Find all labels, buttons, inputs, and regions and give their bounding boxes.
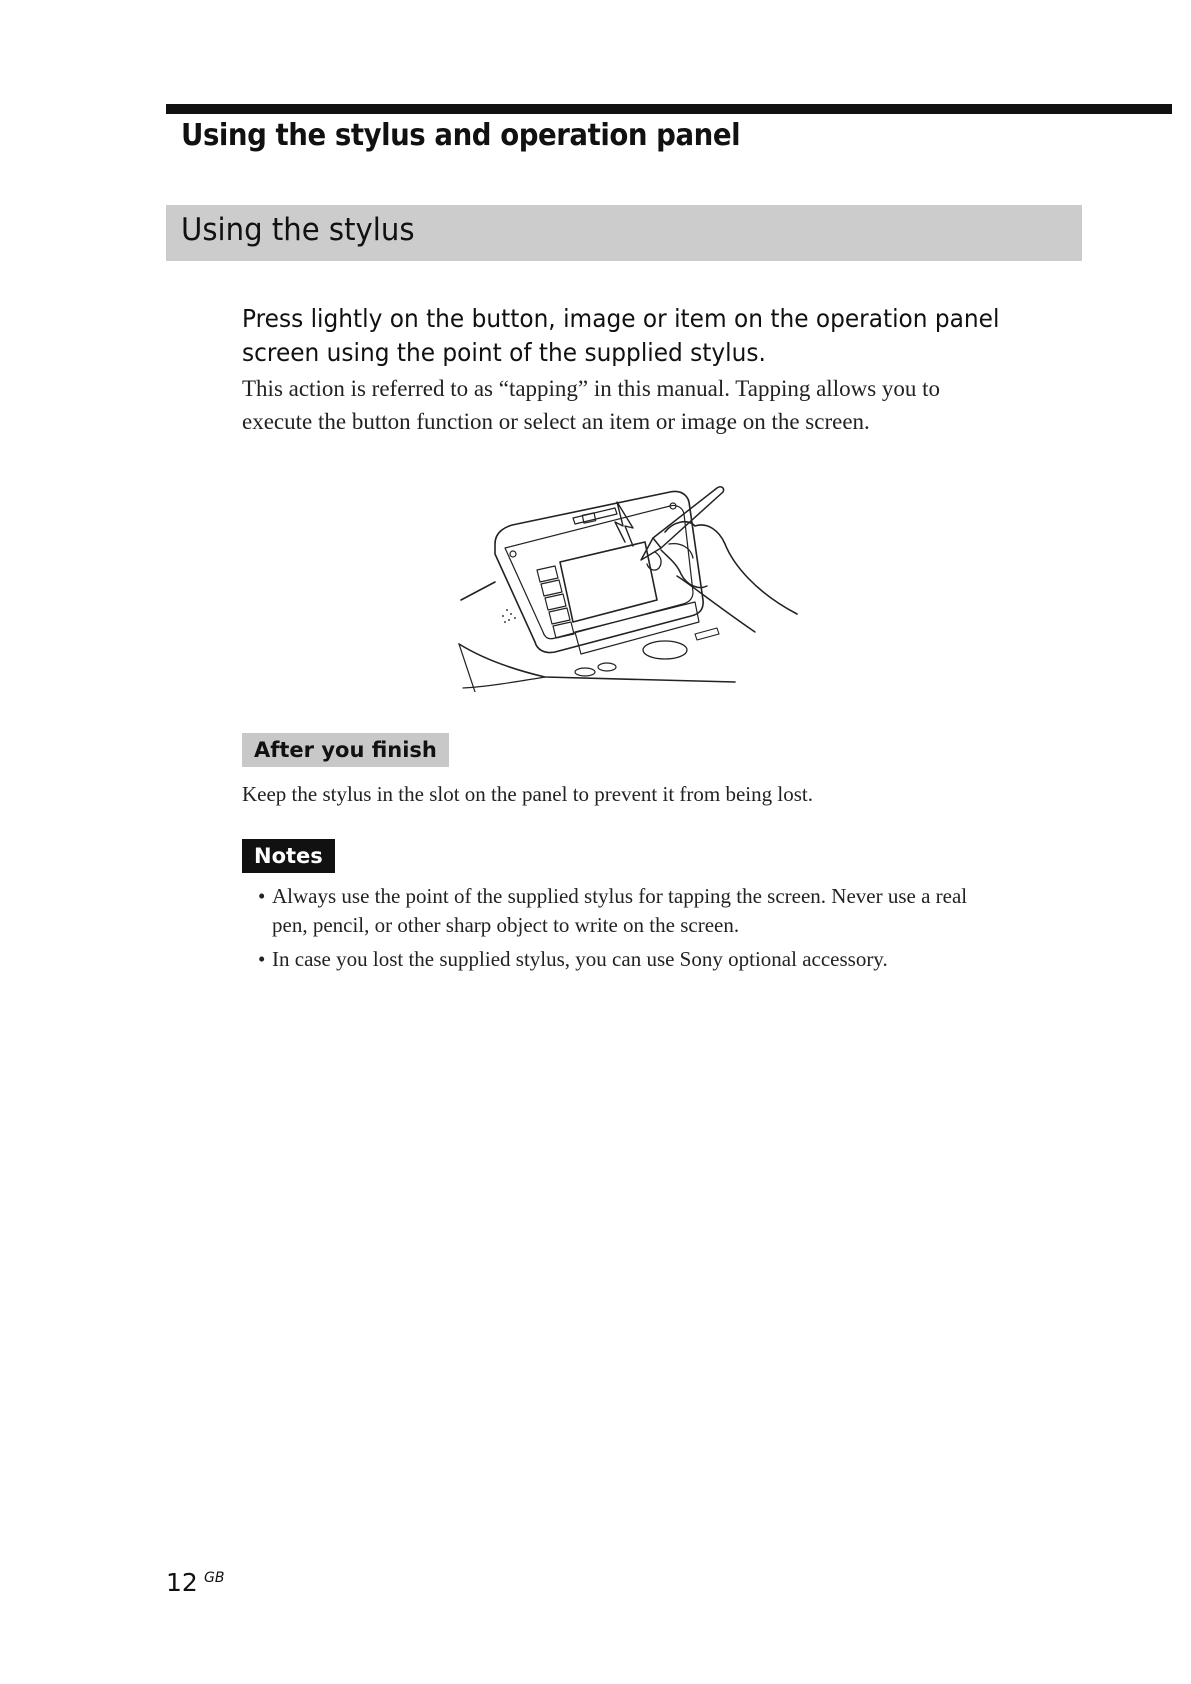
lead-paragraph — [242, 302, 1033, 370]
after-you-finish-heading: After you finish — [242, 733, 449, 767]
note-line: • In case you lost the supplied stylus, you can use Sony optional accessory. — [272, 947, 888, 971]
chapter-title: Using the stylus and operation panel — [181, 118, 741, 153]
note-item — [258, 945, 1078, 974]
note-line: pen, pencil, or other sharp object to write on the screen. — [272, 913, 740, 937]
stylus-tapping-illustration — [455, 482, 835, 692]
page-region-code: GB — [204, 1570, 225, 1586]
notes-list — [258, 882, 1078, 979]
intro-body — [242, 372, 1072, 438]
body-line: This action is referred to as “tapping” in this manual. Tapping allows you to — [242, 376, 941, 401]
lead-line: Press lightly on the button, image or item on the operation panel — [242, 304, 1000, 333]
lead-line: screen using the point of the supplied stylus. — [242, 338, 766, 367]
note-line: • Always use the point of the supplied stylus for tapping the screen. Never use a real — [272, 884, 968, 908]
top-rule — [166, 104, 1172, 114]
after-you-finish-text: Keep the stylus in the slot on the panel to prevent it from being lost. — [242, 782, 813, 806]
note-item — [258, 882, 1078, 940]
notes-heading: Notes — [242, 839, 335, 873]
body-line: execute the button function or select an item or image on the screen. — [242, 409, 870, 434]
section-title: Using the stylus — [181, 212, 415, 248]
page-number: 12 — [166, 1568, 198, 1597]
